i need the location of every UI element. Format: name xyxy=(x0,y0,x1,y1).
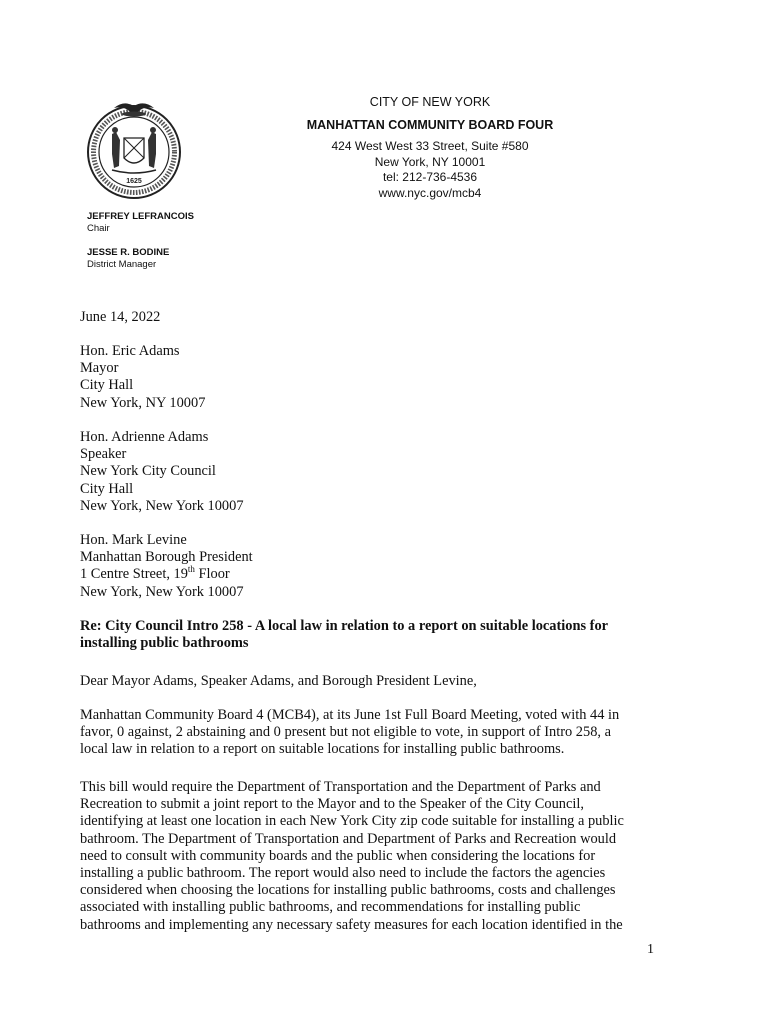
officer-district-manager xyxy=(87,247,169,271)
paragraph-line: bathrooms and implementing any necessary safety measures for each location identified in the xyxy=(80,916,623,933)
recipient-borough-president xyxy=(80,532,658,601)
officer-name: JEFFREY LEFRANCOIS xyxy=(87,211,194,222)
recipient-line: Manhattan Borough President xyxy=(80,549,253,566)
header-website: www.nyc.gov/mcb4 xyxy=(378,185,482,200)
paragraph-line: associated with installing public bathrooms, and recommendations for installing public xyxy=(80,899,581,916)
recipient-line: New York, New York 10007 xyxy=(80,497,244,514)
seal-year: 1625 xyxy=(126,178,142,185)
recipient-line: Hon. Mark Levine xyxy=(80,532,187,548)
letter-date: June 14, 2022 xyxy=(80,309,161,325)
recipient-line: New York City Council xyxy=(80,463,216,480)
floor-suffix: Floor xyxy=(194,566,230,583)
recipient-line: Hon. Eric Adams xyxy=(80,343,180,359)
paragraph-line: Recreation to submit a joint report to the Mayor and to the Speaker of the City Council, xyxy=(80,796,584,813)
officer-name: JESSE R. BODINE xyxy=(87,247,170,258)
paragraph-line: considered when choosing the locations for installing public bathrooms, costs and challenges xyxy=(80,882,616,899)
recipient-mayor xyxy=(80,343,658,412)
recipient-line: City Hall xyxy=(80,377,134,394)
nyc-seal-icon xyxy=(84,94,184,204)
floor-prefix: 1 Centre Street, 19 xyxy=(80,566,188,583)
paragraph-line: need to consult with community boards and the public when considering the locations for xyxy=(80,847,596,864)
header-city: CITY OF NEW YORK xyxy=(369,95,491,109)
paragraph-line: local law in relation to a report on suitable locations for installing public bathrooms. xyxy=(80,741,565,758)
paragraph-line: This bill would require the Department of Transportation and the Department of Parks and xyxy=(80,779,601,795)
recipient-line: Speaker xyxy=(80,446,127,463)
paragraph-line: installing a public bathroom. The report would also need to include the factors the agencies xyxy=(80,865,606,882)
recipient-line: Mayor xyxy=(80,360,119,377)
officer-role: Chair xyxy=(87,223,110,234)
header-city-zip: New York, NY 10001 xyxy=(374,154,486,169)
paragraph-line: Manhattan Community Board 4 (MCB4), at its June 1st Full Board Meeting, voted with 44 in xyxy=(80,707,620,723)
paragraph-line: favor, 0 against, 2 abstaining and 0 present but not eligible to vote, in support of Intro 258, a xyxy=(80,724,611,741)
header-board-name: MANHATTAN COMMUNITY BOARD FOUR xyxy=(306,118,554,132)
recipient-line: New York, New York 10007 xyxy=(80,583,244,600)
recipient-floor-line xyxy=(80,566,658,583)
recipient-line: Hon. Adrienne Adams xyxy=(80,429,209,445)
recipient-line: New York, NY 10007 xyxy=(80,394,206,411)
officer-role: District Manager xyxy=(87,259,157,270)
recipient-line: City Hall xyxy=(80,480,134,497)
paragraph-bill-summary xyxy=(80,779,658,934)
paragraph-line: identifying at least one location in each New York City zip code suitable for installing a public xyxy=(80,813,624,830)
header-street: 424 West West 33 Street, Suite #580 xyxy=(331,139,529,153)
officer-chair xyxy=(87,211,194,235)
paragraph-vote xyxy=(80,707,658,759)
floor-suffix-sup: th xyxy=(187,564,195,575)
subject-line xyxy=(80,618,658,652)
subject-line-text: Re: City Council Intro 258 - A local law in relation to a report on suitable locations for xyxy=(80,618,609,634)
paragraph-line: bathroom. The Department of Transportation and Department of Parks and Recreation would xyxy=(80,830,617,847)
salutation: Dear Mayor Adams, Speaker Adams, and Borough President Levine, xyxy=(80,673,477,689)
recipient-speaker xyxy=(80,429,658,515)
subject-line-text: installing public bathrooms xyxy=(80,635,249,652)
header-phone: tel: 212-736-4536 xyxy=(382,170,478,184)
header-address xyxy=(250,139,610,201)
page-number: 1 xyxy=(647,942,654,957)
